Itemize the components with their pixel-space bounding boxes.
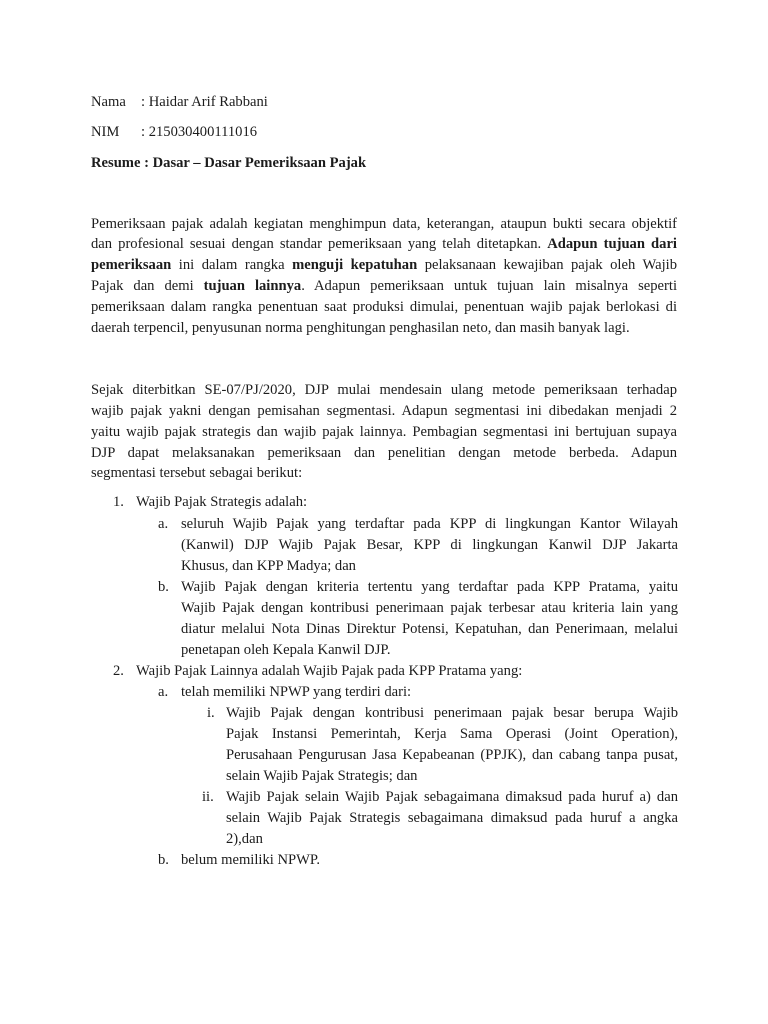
nim-label: NIM: [91, 124, 120, 140]
list-marker: i.: [207, 705, 215, 721]
list-item-line: 2),dan: [226, 831, 263, 847]
p1-bold: tujuan lainnya: [203, 278, 302, 294]
p2-line: DJP dapat melaksanakan pemeriksaan dan penelitian dengan metode berbeda. Adapun: [91, 445, 677, 461]
list-item-text: Wajib Pajak Lainnya adalah Wajib Pajak pada KPP Pratama yang:: [136, 663, 523, 679]
p1-text: Pajak dan demi: [91, 278, 204, 294]
list-item-line: Wajib Pajak dengan kontribusi penerimaan pajak besar berupa Wajib: [226, 705, 678, 721]
list-marker: 2.: [113, 663, 124, 679]
list-item-line: Wajib Pajak dengan kriteria tertentu yang terdaftar pada KPP Pratama, yaitu: [181, 579, 678, 595]
p2-line: segmentasi tersebut sebagai berikut:: [91, 465, 303, 481]
p1-line: [91, 255, 677, 276]
nim-row: [91, 122, 257, 143]
p1-text: dan profesional sesuai dengan standar pemeriksaan yang telah ditetapkan.: [91, 236, 542, 252]
p2-line: wajib pajak yakni dengan pemisahan segmentasi. Adapun segmentasi ini dibedakan menjadi 2: [91, 403, 677, 419]
list-marker: b.: [158, 852, 169, 868]
list-item-text: telah memiliki NPWP yang terdiri dari:: [181, 684, 412, 700]
name-label: Nama: [91, 94, 126, 110]
list-marker: a.: [158, 516, 169, 532]
p2-line: Sejak diterbitkan SE-07/PJ/2020, DJP mulai mendesain ulang metode pemeriksaan terhadap: [91, 382, 677, 398]
p1-line: daerah terpencil, penyusunan norma penghitungan penghasilan neto, dan masih banyak lagi.: [91, 320, 630, 336]
name-row: [91, 92, 268, 113]
list-item-line: Khusus, dan KPP Madya; dan: [181, 558, 356, 574]
p1-bold: pemeriksaan: [91, 257, 172, 273]
name-value: : Haidar Arif Rabbani: [141, 94, 268, 110]
list-marker: a.: [158, 684, 169, 700]
list-item-text: Wajib Pajak Strategis adalah:: [136, 494, 308, 510]
p1-line: Pemeriksaan pajak adalah kegiatan menghimpun data, keterangan, ataupun bukti secara objektif: [91, 216, 677, 232]
list-item-line: Perusahaan Pengurusan Jasa Kepabeanan (PPJK), dan cabang tanpa pusat,: [226, 747, 678, 763]
list-item-line: selain Wajib Pajak Strategis sebagaimana dimaksud pada huruf a angka: [226, 810, 678, 826]
p1-text: . Adapun pemeriksaan untuk tujuan lain misalnya seperti: [301, 278, 677, 294]
nim-value: : 215030400111016: [141, 124, 258, 140]
p1-line: [91, 276, 677, 297]
list-marker: ii.: [202, 789, 214, 805]
list-item-line: seluruh Wajib Pajak yang terdaftar pada KPP di lingkungan Kantor Wilayah: [181, 516, 678, 532]
list-item-line: Wajib Pajak selain Wajib Pajak sebagaimana dimaksud pada huruf a) dan: [226, 789, 678, 805]
p1-text: pelaksanaan kewajiban pajak oleh Wajib: [417, 257, 677, 273]
list-item-line: Pajak Instansi Pemerintah, Kerja Sama Operasi (Joint Operation),: [226, 726, 678, 742]
list-item-line: (Kanwil) DJP Wajib Pajak Besar, KPP di lingkungan Kanwil DJP Jakarta: [181, 537, 678, 553]
list-marker: 1.: [113, 494, 124, 510]
p1-line: pemeriksaan dalam rangka penentuan saat produksi dimulai, penentuan wajib pajak berlokasi di: [91, 299, 677, 315]
list-item-line: penetapan oleh Kepala Kanwil DJP.: [181, 642, 391, 658]
list-marker: b.: [158, 579, 169, 595]
list-item-line: selain Wajib Pajak Strategis; dan: [226, 768, 418, 784]
list-item-line: Wajib Pajak dengan kontribusi penerimaan pajak terbesar atau kriteria lain yang: [181, 600, 678, 616]
p1-bold: Adapun tujuan dari: [547, 236, 677, 252]
p1-bold: menguji kepatuhan: [292, 257, 418, 273]
p1-line: [91, 234, 677, 255]
list-item-line: diatur melalui Nota Dinas Direktur Potensi, Kepatuhan, dan Penerimaan, melalui: [181, 621, 678, 637]
p1-text: ini dalam rangka: [171, 257, 293, 273]
resume-title: Resume : Dasar – Dasar Pemeriksaan Pajak: [91, 155, 367, 171]
p2-line: yaitu wajib pajak strategis dan wajib pajak lainnya. Pembagian segmentasi ini bertujuan supaya: [91, 424, 677, 440]
list-item-text: belum memiliki NPWP.: [181, 852, 321, 868]
